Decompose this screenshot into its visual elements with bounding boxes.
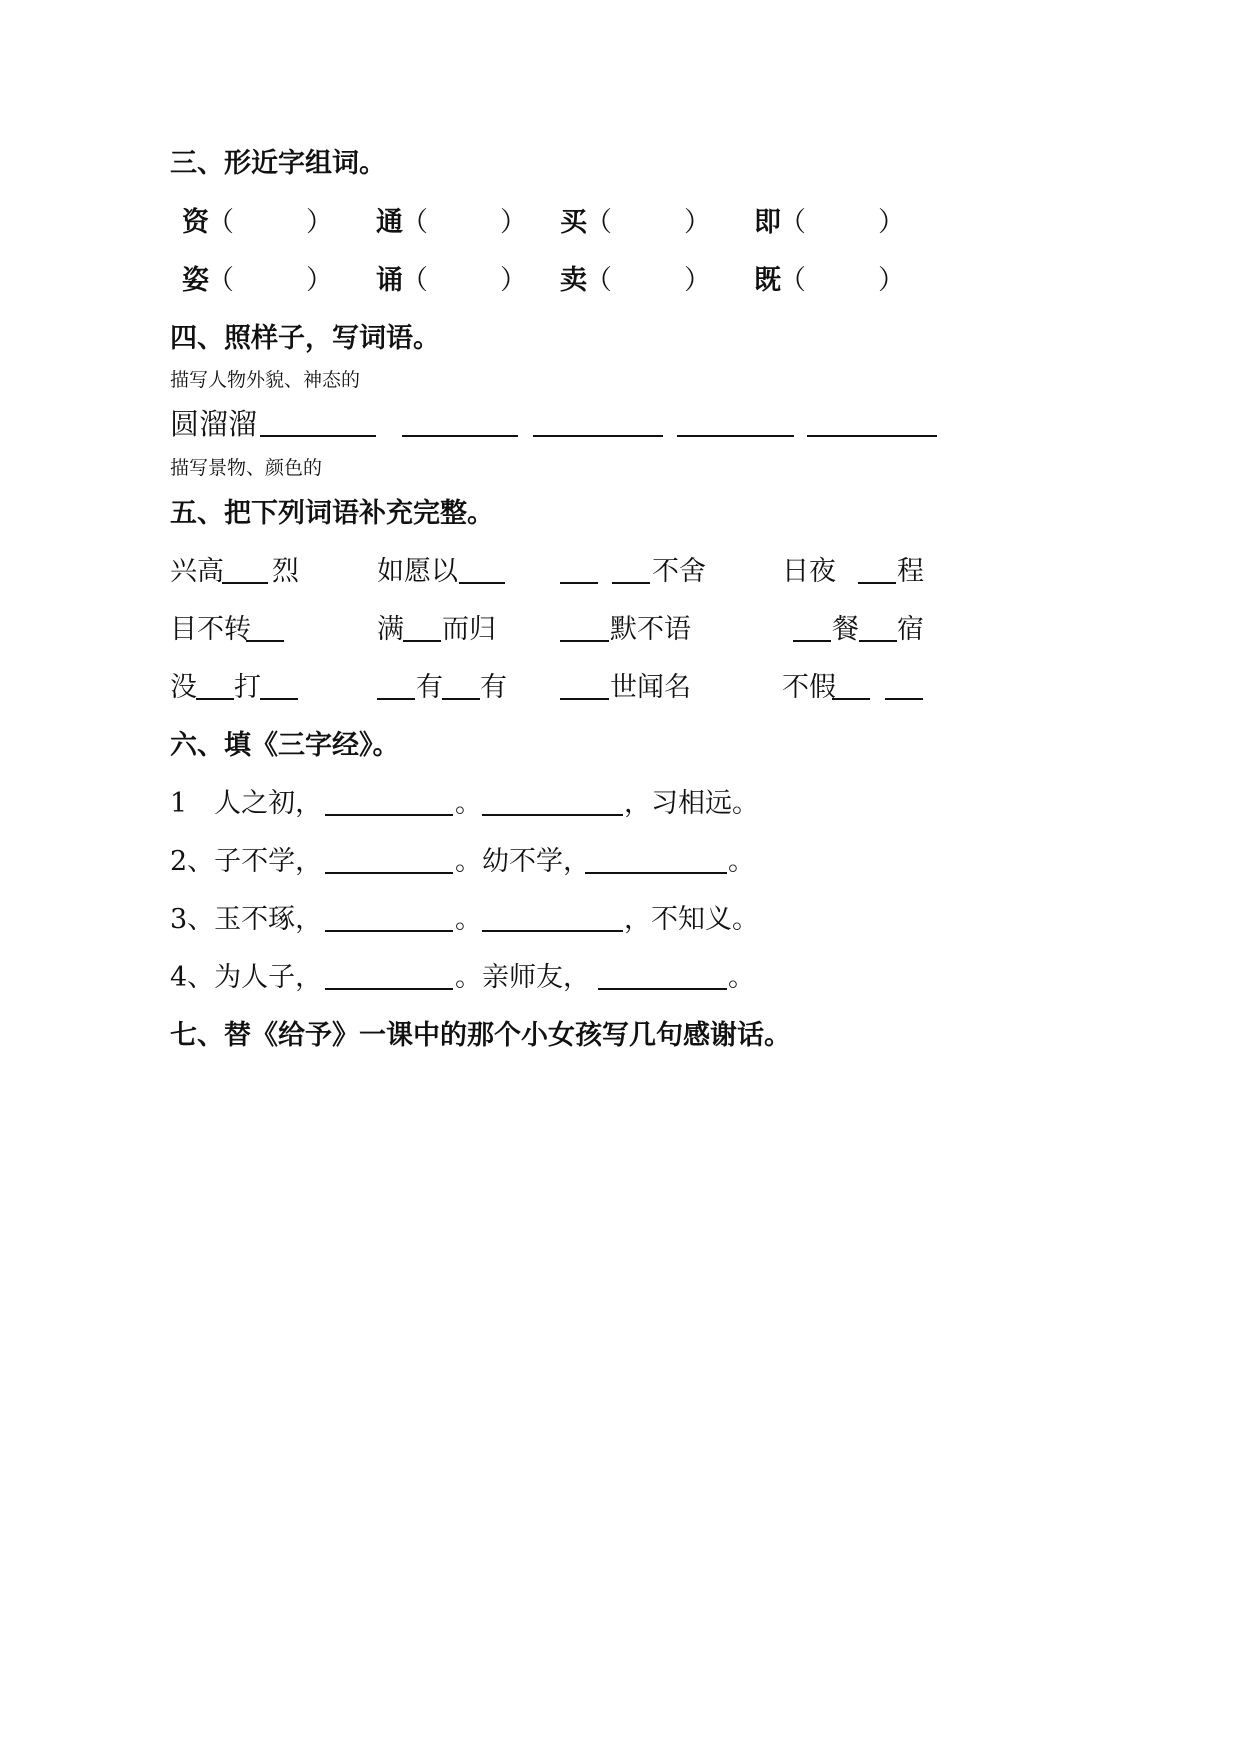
- fill-blank[interactable]: [459, 582, 505, 584]
- example-word: 圆溜溜: [170, 407, 258, 441]
- section-7-title: 七、替《给予》一课中的那个小女孩写几句感谢话。: [170, 1020, 791, 1051]
- idiom-text: 程: [897, 556, 924, 587]
- paren-open: （: [779, 207, 806, 238]
- verse-blank[interactable]: [585, 872, 727, 874]
- paren-close: ）: [684, 207, 711, 238]
- idiom-text: 日夜: [782, 556, 836, 587]
- fill-blank[interactable]: [442, 698, 480, 700]
- char: 资: [182, 207, 209, 238]
- fill-blank[interactable]: [560, 582, 598, 584]
- verse-text: 。: [455, 904, 482, 935]
- verse-text: 。: [728, 962, 755, 993]
- idiom-text: 不假: [782, 672, 836, 703]
- char: 即: [754, 207, 781, 238]
- char: 卖: [560, 265, 587, 296]
- verse-blank[interactable]: [598, 988, 727, 990]
- paren-close: ）: [878, 207, 905, 238]
- idiom-text: 打: [234, 672, 261, 703]
- char: 既: [754, 265, 781, 296]
- idiom-text: 兴高: [170, 556, 224, 587]
- fill-blank[interactable]: [246, 640, 284, 642]
- section-3-title: 三、形近字组词。: [170, 148, 386, 179]
- idiom-text: 有: [416, 672, 443, 703]
- idiom-text: 世闻名: [610, 672, 691, 703]
- verse-blank[interactable]: [325, 988, 453, 990]
- verse-text: 。幼不学，: [455, 846, 590, 877]
- fill-blank[interactable]: [560, 698, 609, 700]
- verse-blank[interactable]: [325, 814, 453, 816]
- fill-blank[interactable]: [222, 582, 268, 584]
- answer-blank[interactable]: [807, 435, 937, 437]
- idiom-text: 有: [480, 672, 507, 703]
- category-label-appearance: 描写人物外貌、神态的: [170, 369, 361, 391]
- verse-text: 1 人之初，: [170, 788, 323, 819]
- verse-text: ，习相远。: [624, 788, 759, 819]
- idiom-text: 而归: [442, 614, 496, 645]
- verse-blank[interactable]: [482, 930, 623, 932]
- paren-close: ）: [306, 207, 333, 238]
- verse-text: ，不知义。: [624, 904, 759, 935]
- fill-blank[interactable]: [260, 698, 298, 700]
- verse-text: 。: [455, 788, 482, 819]
- fill-blank[interactable]: [793, 640, 831, 642]
- fill-blank[interactable]: [377, 698, 415, 700]
- char: 买: [560, 207, 587, 238]
- paren-open: （: [585, 207, 612, 238]
- paren-open: （: [585, 265, 612, 296]
- paren-open: （: [207, 265, 234, 296]
- verse-text: 。亲师友，: [455, 962, 590, 993]
- verse-blank[interactable]: [325, 872, 453, 874]
- paren-open: （: [401, 207, 428, 238]
- fill-blank[interactable]: [403, 640, 441, 642]
- char: 姿: [182, 265, 209, 296]
- fill-blank[interactable]: [612, 582, 650, 584]
- section-4-title: 四、照样子，写词语。: [170, 323, 440, 354]
- idiom-text: 宿: [897, 614, 924, 645]
- paren-close: ）: [684, 265, 711, 296]
- idiom-text: 满: [377, 614, 404, 645]
- paren-close: ）: [878, 265, 905, 296]
- answer-blank[interactable]: [533, 435, 663, 437]
- section-5-title: 五、把下列词语补充完整。: [170, 498, 494, 529]
- paren-close: ）: [500, 265, 527, 296]
- idiom-text: 烈: [272, 556, 299, 587]
- answer-blank[interactable]: [402, 435, 518, 437]
- answer-blank[interactable]: [260, 435, 376, 437]
- answer-blank[interactable]: [677, 435, 794, 437]
- paren-close: ）: [500, 207, 527, 238]
- char: 通: [376, 207, 403, 238]
- idiom-text: 默不语: [610, 614, 691, 645]
- fill-blank[interactable]: [560, 640, 609, 642]
- fill-blank[interactable]: [885, 698, 923, 700]
- char: 诵: [376, 265, 403, 296]
- verse-blank[interactable]: [325, 930, 453, 932]
- category-label-scenery: 描写景物、颜色的: [170, 457, 323, 479]
- idiom-text: 没: [170, 672, 197, 703]
- idiom-text: 目不转: [170, 614, 251, 645]
- paren-open: （: [779, 265, 806, 296]
- paren-open: （: [401, 265, 428, 296]
- fill-blank[interactable]: [832, 698, 870, 700]
- section-6-title: 六、填《三字经》。: [170, 730, 400, 761]
- fill-blank[interactable]: [196, 698, 234, 700]
- verse-text: 。: [728, 846, 755, 877]
- verse-text: 3、玉不琢，: [170, 904, 323, 935]
- idiom-text: 如愿以: [377, 556, 458, 587]
- idiom-text: 餐: [832, 614, 859, 645]
- paren-close: ）: [306, 265, 333, 296]
- verse-blank[interactable]: [482, 814, 623, 816]
- verse-text: 2、子不学，: [170, 846, 323, 877]
- idiom-text: 不舍: [652, 556, 706, 587]
- fill-blank[interactable]: [859, 640, 897, 642]
- paren-open: （: [207, 207, 234, 238]
- fill-blank[interactable]: [858, 582, 896, 584]
- verse-text: 4、为人子，: [170, 962, 323, 993]
